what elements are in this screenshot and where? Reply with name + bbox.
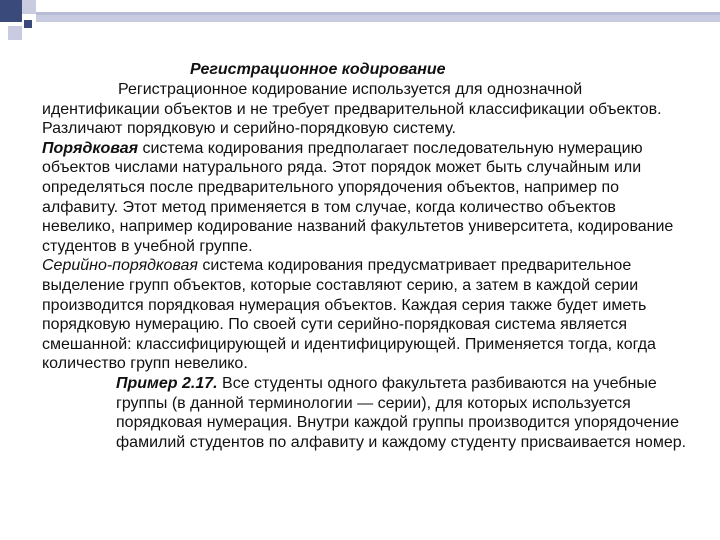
example-label: Пример 2.17. xyxy=(116,374,218,392)
slide-decoration xyxy=(0,0,720,60)
example-text: Все студенты одного факультета разбиваются на учебные группы (в данной терминологии — серии), для которых используется порядковая нумерация. Внутри каждой группы производится упорядочение фамилий студентов по алфавиту и каждому студенту присваивается номер. xyxy=(116,374,687,451)
page-title: Регистрационное кодирование xyxy=(190,61,446,78)
term-ordinal: Порядковая xyxy=(42,139,139,157)
paragraph-ordinal-text: система кодирования предполагает последовательную нумерацию объектов числами натурального ряда. Этот порядок может быть случайным или определяться после предварительного упорядочения объектов, например по алфавиту. Этот метод применяется в том случае, когда количество объектов невелико, например кодирование названий факультетов университета, кодирование студентов в учебной группе. xyxy=(42,139,674,255)
paragraph-serial xyxy=(42,256,692,374)
example-block xyxy=(116,374,692,452)
term-serial: Серийно-порядковая xyxy=(42,257,198,275)
paragraph-serial-text: система кодирования предусматривает предварительное выделение групп объектов, которые составляют серию, а затем в каждой серии производится порядковая нумерация объектов. Каждая серия также будет иметь порядковую нумерацию. По своей сути серийно-порядковая система является смешанной: классифицирующей и идентифицирующей. Применяется тогда, когда количество групп невелико. xyxy=(42,257,656,373)
paragraph-ordinal xyxy=(42,139,692,257)
document-body xyxy=(42,60,692,452)
paragraph-intro: Регистрационное кодирование используется для однозначной идентификации объектов и не требует предварительной классификации объектов. Различают порядковую и серийно-порядковую систему. xyxy=(42,81,662,138)
